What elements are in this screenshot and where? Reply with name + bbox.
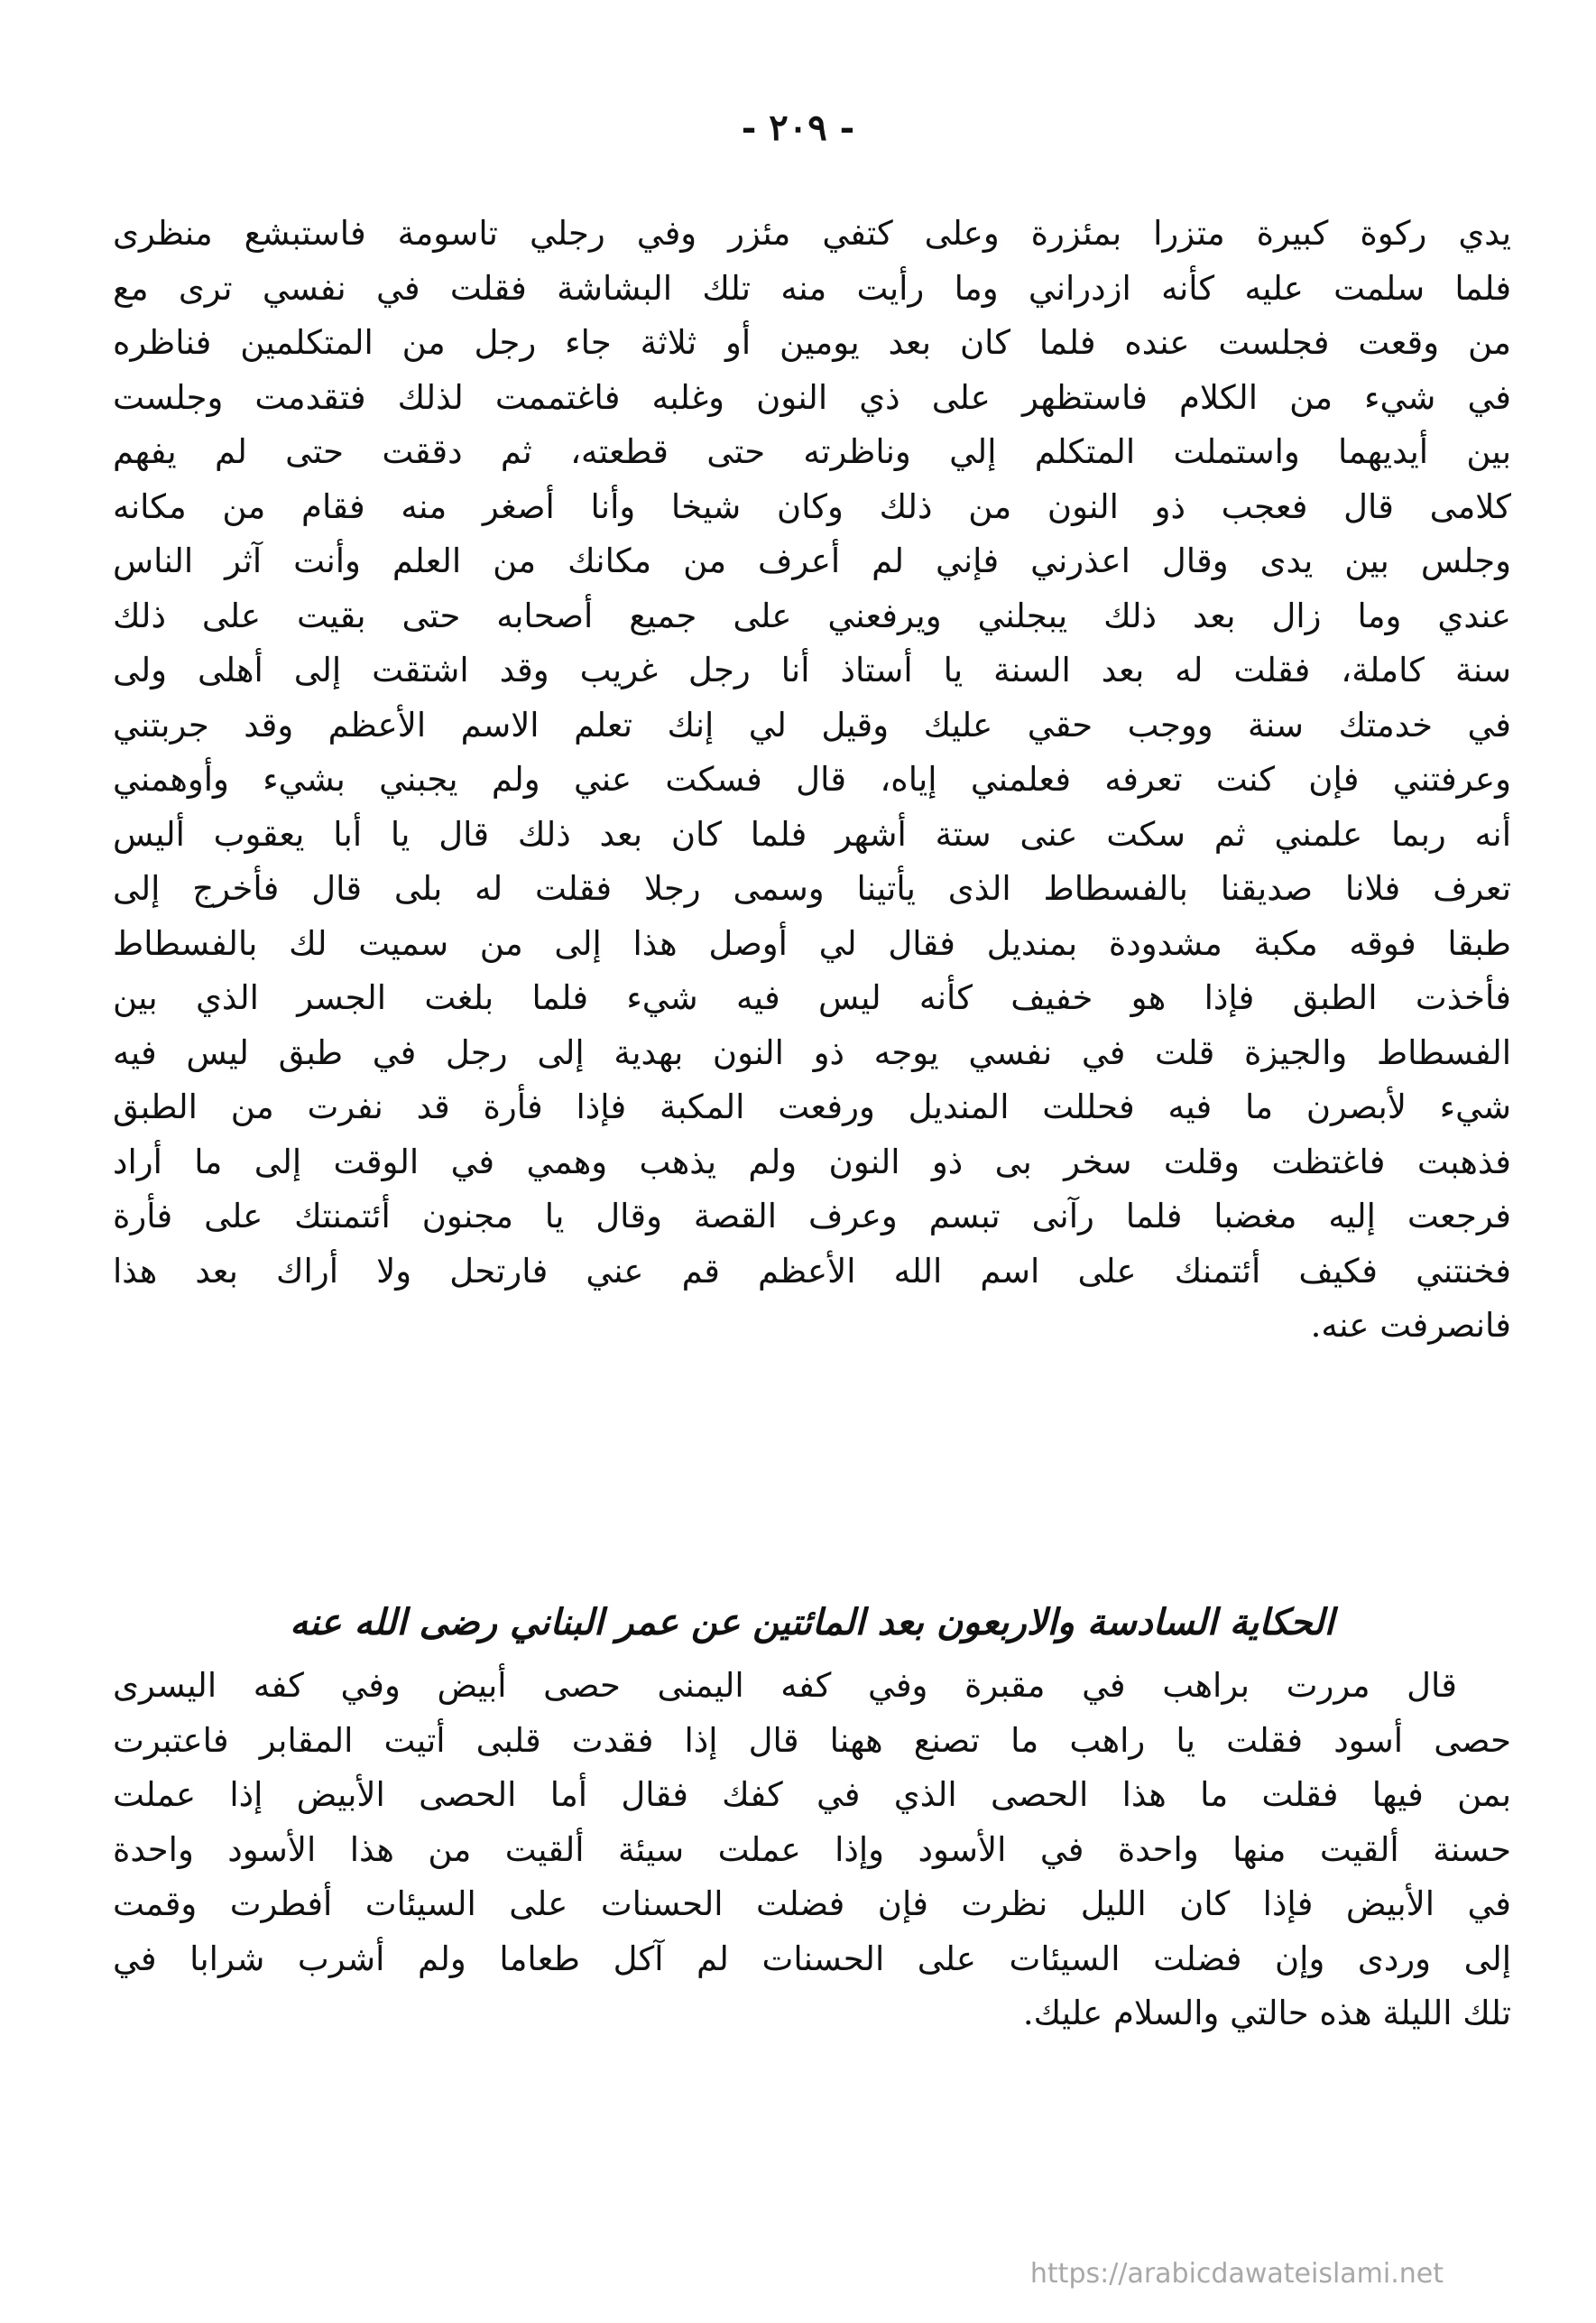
text-line: فأخذت الطبق فإذا هو خفيف كأنه ليس فيه شيء فلما بلغت الجسر الذي بين: [113, 978, 1511, 1017]
text-line: فلما سلمت عليه كأنه ازدراني وما رأيت منه تلك البشاشة فقلت في نفسي ترى مع: [113, 268, 1511, 308]
text-line: إلى وردى وإن فضلت السيئات على الحسنات لم آكل طعاما ولم أشرب شرابا في: [113, 1939, 1511, 1978]
text-line: طبقا فوقه مكبة مشدودة بمنديل فقال لي أوصل هذا إلى من سميت لك بالفسطاط: [113, 923, 1511, 963]
text-line: وعرفتني فإن كنت تعرفه فعلمني إياه، قال فسكت عني ولم يجبني بشيء وأوهمني: [113, 760, 1511, 799]
text-line: في شيء من الكلام فاستظهر على ذي النون وغلبه فاغتممت لذلك فتقدمت وجلست: [113, 377, 1511, 417]
text-line: عندي وما زال بعد ذلك يبجلني ويرفعني على جميع أصحابه حتى بقيت على ذلك: [113, 596, 1511, 635]
text-line: تعرف فلانا صديقنا بالفسطاط الذى يأتينا وسمى رجلا فقلت له بلى قال فأخرج إلى: [113, 869, 1511, 908]
page-number: - ٢٠٩ -: [741, 106, 855, 149]
text-line: يدي ركوة كبيرة متزرا بمئزرة وعلى كتفي مئزر وفي رجلي تاسومة فاستبشع منظرى: [113, 214, 1511, 253]
text-line: أنه ربما علمني ثم سكت عنى ستة أشهر فلما كان بعد ذلك قال يا أبا يعقوب أليس: [113, 814, 1511, 854]
text-line: في خدمتك سنة ووجب حقي عليك وقيل لي إنك تعلم الاسم الأعظم وقد جربتني: [113, 705, 1511, 745]
story-heading: الحكاية السادسة والاربعون بعد المائتين عن عمر البناني رضى الله عنه: [290, 1602, 1334, 1643]
text-line: حسنة ألقيت منها واحدة في الأسود وإذا عملت سيئة ألقيت من هذا الأسود واحدة: [113, 1829, 1511, 1869]
text-line: الفسطاط والجيزة قلت في نفسي يوجه ذو النون بهدية إلى رجل في طبق ليس فيه: [113, 1032, 1511, 1072]
text-line: سنة كاملة، فقلت له بعد السنة يا أستاذ أنا رجل غريب وقد اشتقت إلى أهلى ولى: [113, 651, 1511, 689]
text-line: حصى أسود فقلت يا راهب ما تصنع ههنا قال إذا فقدت قلبى أتيت المقابر فاعتبرت: [113, 1720, 1511, 1760]
body-paragraph: [113, 207, 1511, 1354]
text-line: قال مررت براهب في مقبرة وفي كفه اليمنى حصى أبيض وفي كفه اليسرى: [113, 1666, 1457, 1705]
text-line: تلك الليلة هذه حالتي والسلام عليك.: [1022, 1994, 1511, 2032]
text-line: فانصرفت عنه.: [1310, 1306, 1511, 1345]
text-line: فذهبت فاغتظت وقلت سخر بى ذو النون ولم يذهب وهمي في الوقت إلى ما أراد: [113, 1142, 1511, 1181]
text-line: كلامى قال فعجب ذو النون من ذلك وكان شيخا وأنا أصغر منه فقام من مكانه: [113, 486, 1511, 526]
text-line: فرجعت إليه مغضبا فلما رآنى تبسم وعرف القصة وقال يا مجنون أئتمنتك على فأرة: [113, 1197, 1511, 1236]
text-line: بين أيديهما واستملت المتكلم إلي وناظرته حتى قطعته، ثم دققت حتى لم يفهم: [113, 432, 1511, 471]
text-line: وجلس بين يدى وقال اعذرني فإني لم أعرف من مكانك من العلم وأنت آثر الناس: [113, 541, 1511, 580]
text-line: فخنتني فكيف أئتمنك على اسم الله الأعظم قم عني فارتحل ولا أراك بعد هذا: [113, 1251, 1511, 1291]
text-line: بمن فيها فقلت ما هذا الحصى الذي في كفك فقال أما الحصى الأبيض إذا عملت: [113, 1775, 1511, 1814]
story-paragraph: [113, 1659, 1511, 2041]
source-watermark: https://arabicdawateislami.net: [1029, 2258, 1444, 2290]
text-line: في الأبيض فإذا كان الليل نظرت فإن فضلت الحسنات على السيئات أفطرت وقمت: [113, 1884, 1511, 1923]
text-line: شيء لأبصرن ما فيه فحللت المنديل ورفعت المكبة فإذا فأرة قد نفرت من الطبق: [113, 1087, 1511, 1126]
text-line: من وقعت فجلست عنده فلما كان بعد يومين أو ثلاثة جاء رجل من المتكلمين فناظره: [113, 323, 1511, 362]
